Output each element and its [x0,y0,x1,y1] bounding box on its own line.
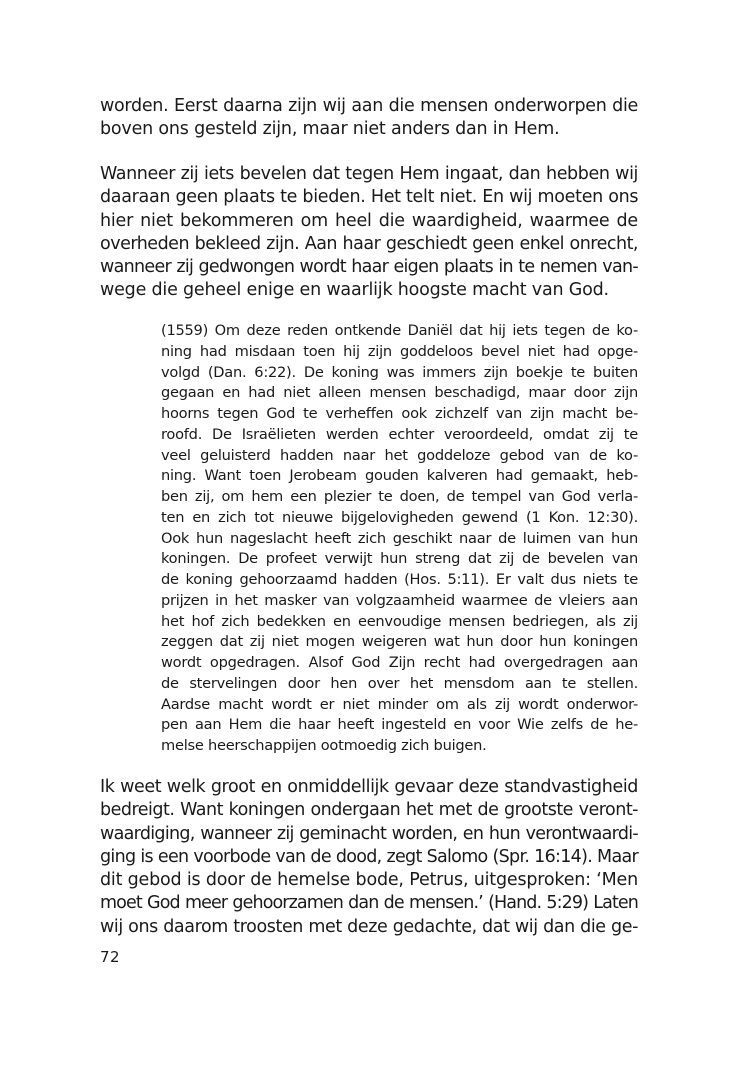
quote-line: koningen. De profeet verwijt hun streng dat zij de bevelen van [161,550,638,568]
text-line: wanneer zij gedwongen wordt haar eigen plaats in te nemen van- [100,257,638,278]
quote-line: (1559) Om deze reden ontkende Daniël dat hij iets tegen de ko- [161,322,638,339]
block-quote [161,321,638,757]
text-line: ging is een voorbode van de dood, zegt Salomo (Spr. 16:14). Maar [100,846,638,867]
quote-line: ning. Want toen Jerobeam gouden kalveren had gemaakt, heb- [161,467,638,485]
text-line: Ik weet welk groot en onmiddellijk gevaar deze standvastigheid [100,777,638,797]
quote-line: melse heerschappijen ootmoedig zich buigen. [161,737,487,754]
quote-line: veel geluisterd hadden naar het goddeloze gebod van de ko- [161,446,638,464]
quote-line: de koning gehoorzaamd hadden (Hos. 5:11). Er valt dus niets te [161,571,638,588]
text-line: dit gebod is door de hemelse bode, Petrus, uitgesproken: ‘Men [100,870,638,891]
quote-line: pen aan Hem die haar heeft ingesteld en voor Wie zelfs de he- [161,716,638,734]
text-line: hier niet bekommeren om heel die waardigheid, waarmee de [100,210,638,231]
quote-line: Ook hun nageslacht heeft zich geschikt naar de luimen van hun [161,529,638,547]
text-line: wege die geheel enige en waarlijk hoogste macht van God. [100,280,609,301]
text-line: Wanneer zij iets bevelen dat tegen Hem ingaat, dan hebben wij [100,164,638,184]
text-line: waardiging, wanneer zij geminacht worden, en hun verontwaardi- [100,823,638,844]
quote-line: ten en zich tot nieuwe bijgelovigheden gewend (1 Kon. 12:30). [161,508,638,526]
text-line: overheden bekleed zijn. Aan haar geschiedt geen enkel onrecht, [100,233,638,254]
text-line: daaraan geen plaats te bieden. Het telt niet. En wij moeten ons [100,187,639,208]
quote-line: het hof zich bedekken en eenvoudige mensen bedriegen, als zij [161,612,638,630]
text-line: bedreigt. Want koningen ondergaan het met de grootste veront- [100,800,638,821]
quote-line: Aardse macht wordt er niet minder om als zij wordt onderwor- [161,695,638,713]
quote-line: prijzen in het masker van volgzaamheid waarmee de vleiers aan [161,591,638,609]
page-number: 72 [100,948,121,966]
paragraph-3 [100,776,638,939]
quote-line: hoorns tegen God te verheffen ook zichzelf van zijn macht be- [161,405,638,422]
quote-line: wordt opgedragen. Alsof God Zijn recht had overgedragen aan [161,654,638,671]
text-line: boven ons gesteld zijn, maar niet anders dan in Hem. [100,119,560,140]
text-line: moet God meer gehoorzamen dan de mensen.’ (Hand. 5:29) Laten [100,893,638,914]
quote-line: volgd (Dan. 6:22). De koning was immers zijn boekje te buiten [161,363,638,381]
text-line: wij ons daarom troosten met deze gedachte, dat wij dan die ge- [100,916,638,937]
quote-line: roofd. De Israëlieten werden echter veroordeeld, omdat zij te [161,425,638,443]
quote-line: ben zij, om hem een plezier te doen, de tempel van God verla- [161,488,638,505]
quote-line: zeggen dat zij niet mogen weigeren wat hun door hun koningen [161,633,638,651]
quote-line: gegaan en had niet alleen mensen beschadigd, maar door zijn [161,384,638,402]
paragraph-1 [100,95,638,142]
paragraph-2 [100,163,638,303]
text-line: worden. Eerst daarna zijn wij aan die mensen onderworpen die [100,96,638,116]
quote-line: ning had misdaan toen hij zijn goddeloos bevel niet had opge- [161,342,638,360]
quote-line: de stervelingen door hen over het mensdom aan te stellen. [161,674,638,692]
